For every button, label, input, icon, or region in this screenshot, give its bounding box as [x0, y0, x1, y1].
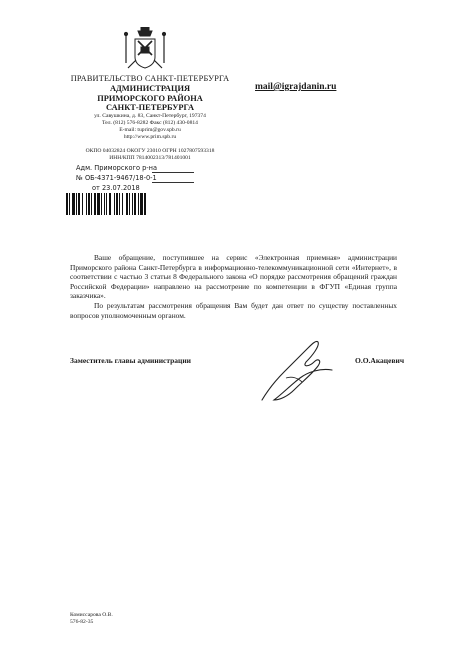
stamp-number: № ОБ-4371-9467/18-0-1 — [76, 174, 157, 182]
barcode-bar — [104, 193, 105, 215]
administration-title: АДМИНИСТРАЦИЯ ПРИМОРСКОГО РАЙОНА САНКТ-ПЕТЕРБУРГА — [97, 84, 203, 113]
barcode-bar — [119, 193, 120, 215]
barcode-bar — [91, 193, 92, 215]
executor-phone: 576-82-35 — [70, 619, 94, 625]
stamp-line — [152, 182, 194, 183]
stamp-line — [152, 172, 194, 173]
executor-info — [70, 612, 113, 626]
signer-position: Заместитель главы администрации — [70, 356, 192, 365]
barcode-bar — [69, 193, 70, 215]
stamp-date: от 23.07.2018 — [92, 184, 140, 192]
barcode-bar — [109, 193, 111, 215]
recipient-email[interactable]: mail@igrajdanin.ru — [255, 82, 337, 92]
barcode-bar — [82, 193, 83, 215]
address-block: ул. Савушкина, д. 83, Санкт-Петербург, 197374 Тел. (812) 576-8282 Факс (812) 430-0814 E-mail: tuprim@gov.spb.ru http://www.prim.spb.ru — [94, 113, 206, 140]
handwritten-signature — [258, 338, 336, 404]
body-paragraph: По результатам рассмотрения обращения Вам будет дан ответ по существу поставленных вопросов уполномоченным органом. — [70, 300, 397, 320]
barcode-bar — [134, 193, 136, 215]
barcode-bar — [126, 193, 128, 215]
registration-stamp — [76, 163, 158, 193]
barcode-bar — [66, 193, 68, 215]
letter-body — [70, 253, 397, 320]
barcode-bar — [122, 193, 123, 215]
barcode-bar — [132, 193, 133, 215]
coat-of-arms-icon — [124, 27, 166, 71]
barcode-bar — [97, 193, 100, 215]
barcode-bar — [129, 193, 130, 215]
barcode-bar — [76, 193, 77, 215]
barcode-icon — [66, 193, 178, 215]
registration-codes: ОКПО 04032824 ОКОГУ 23010 ОГРН 1027807593318 ИНН/КПП 7814002313/781401001 — [85, 148, 215, 161]
body-paragraph: Ваше обращение, поступившее на сервис «Электронная приемная» администрации Приморского района Санкт-Петербурга в информационно-телекоммуникационной сети «Интернет», в соответствии с частью 3 статьи 8 Федерального закона «О порядке рассмотрения обращений граждан Российской Федерации» направлено на рассмотрение по компетенции в ФГУП «Единая группа заказчика». — [70, 253, 397, 301]
barcode-bar — [101, 193, 102, 215]
barcode-bar — [72, 193, 75, 215]
barcode-bar — [140, 193, 143, 215]
barcode-bar — [116, 193, 118, 215]
signer-name: О.О.Акацевич — [355, 356, 405, 365]
stamp-organization: Адм. Приморского р-на — [76, 164, 158, 172]
government-title: ПРАВИТЕЛЬСТВО САНКТ-ПЕТЕРБУРГА — [70, 74, 230, 83]
barcode-bar — [78, 193, 80, 215]
barcode-bar — [94, 193, 96, 215]
executor-name: Комиссарова О.В. — [70, 612, 113, 618]
barcode-bar — [86, 193, 87, 215]
barcode-bar — [138, 193, 139, 215]
barcode-bar — [88, 193, 90, 215]
barcode-bar — [144, 193, 146, 215]
barcode-bar — [114, 193, 115, 215]
barcode-bar — [106, 193, 107, 215]
